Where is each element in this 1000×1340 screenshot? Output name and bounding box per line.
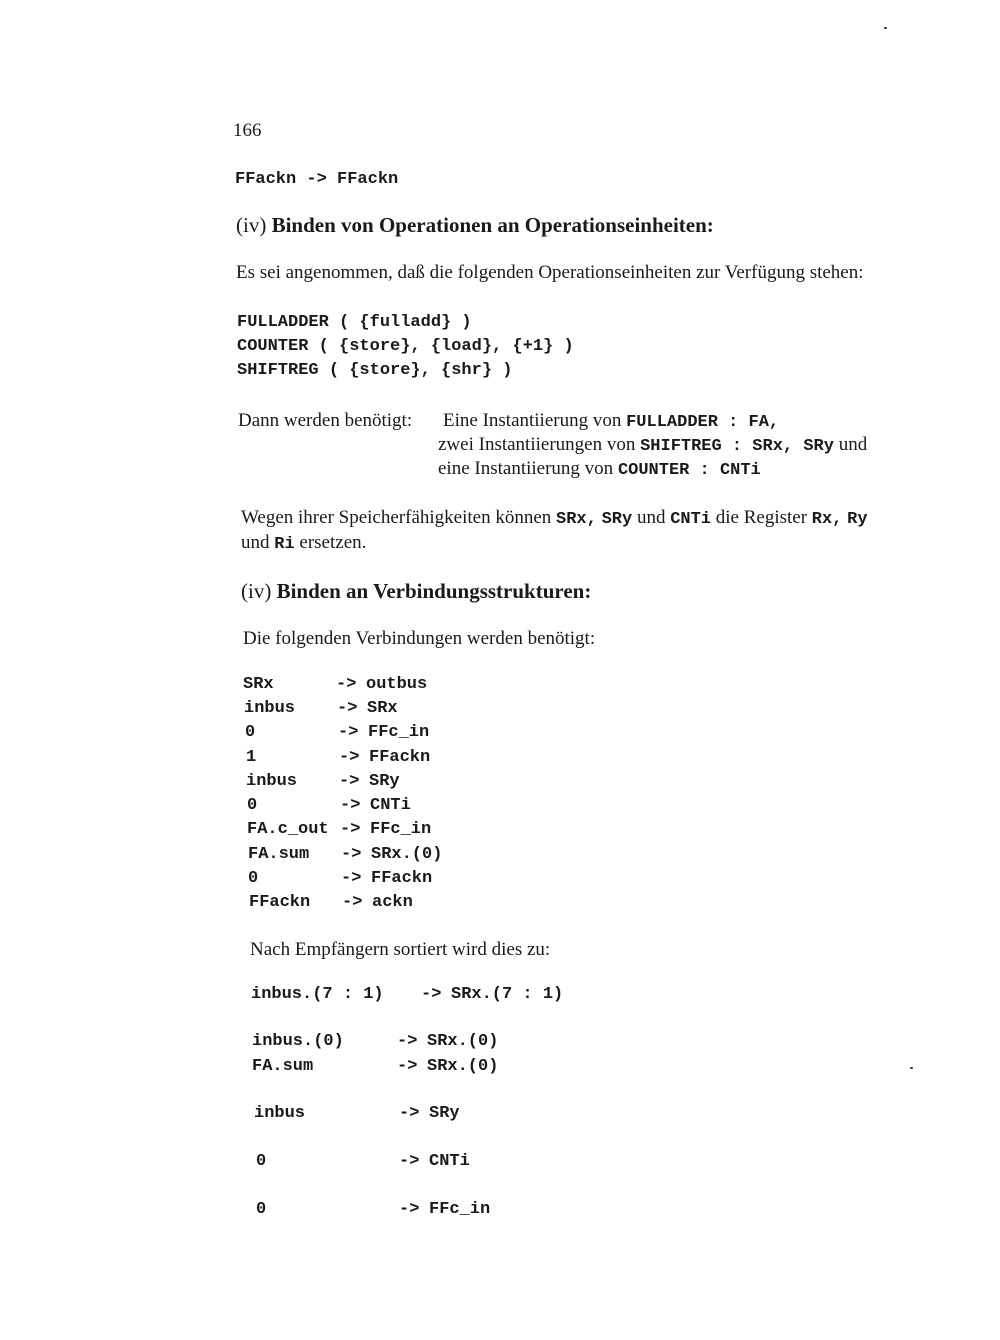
connection-source: FA.sum: [248, 845, 310, 864]
connection-row: [246, 772, 400, 791]
needed-line-1-code: FULLADDER : FA,: [626, 413, 780, 432]
connections-intro: Die folgenden Verbindungen werden benötigt:: [243, 628, 596, 649]
unit-fulladder: FULLADDER ( {fulladd} ): [237, 313, 472, 332]
scan-speck: [884, 27, 887, 29]
connection-source: inbus: [246, 772, 298, 791]
needed-line-1-text: Eine Instantiierung von: [443, 410, 622, 431]
sorted-target: FFc_in: [429, 1200, 491, 1219]
connection-row: [248, 845, 442, 864]
sorted-row: [254, 1104, 460, 1123]
connection-target: CNTi: [370, 796, 411, 815]
connection-target: ackn: [372, 893, 413, 912]
needed-line-2-tail: und: [838, 434, 868, 455]
sorted-row: [256, 1152, 470, 1171]
sorted-row: [252, 1032, 498, 1051]
connection-target: SRx: [367, 699, 398, 718]
storage-code-rx: Rx,: [811, 510, 843, 529]
section-number: (iv): [236, 213, 267, 237]
connection-row: [243, 675, 427, 694]
connection-source: FFackn: [249, 893, 311, 912]
connection-target: FFc_in: [368, 723, 430, 742]
storage-code-ri: Ri: [274, 535, 295, 554]
connection-target: FFackn: [369, 748, 431, 767]
section-number: (iv): [241, 579, 272, 603]
connection-row: [246, 748, 430, 767]
connection-target: SRx.(0): [371, 845, 443, 864]
connection-row: [247, 820, 431, 839]
sorted-target: CNTi: [429, 1152, 470, 1171]
needed-line-2: [438, 434, 867, 456]
sorted-source: inbus.(7 : 1): [251, 985, 384, 1004]
unit-shiftreg: SHIFTREG ( {store}, {shr} ): [237, 361, 513, 380]
connection-source: 0: [247, 796, 258, 815]
storage-code-sry: SRy: [601, 510, 633, 529]
connection-row: [249, 893, 413, 912]
connection-source: 0: [248, 869, 259, 888]
sorted-target: SRx.(0): [427, 1032, 499, 1051]
section-heading-operations: [236, 213, 714, 238]
page-number: 166: [233, 120, 262, 141]
section-title: Binden an Verbindungsstrukturen:: [276, 579, 592, 603]
connection-target: outbus: [366, 675, 428, 694]
needed-line-2-text: zwei Instantiierungen von: [438, 434, 636, 455]
sorted-target: SRy: [429, 1104, 460, 1123]
connection-row: [247, 796, 411, 815]
sorted-intro: Nach Empfängern sortiert wird dies zu:: [250, 939, 551, 960]
needed-label: Dann werden benötigt:: [238, 410, 413, 431]
storage-text-2: und: [636, 507, 666, 528]
connection-arrow: ->: [338, 723, 359, 742]
needed-line-1: [443, 410, 779, 432]
connection-source: 1: [246, 748, 257, 767]
connection-row: [248, 869, 432, 888]
top-code-line: FFackn -> FFackn: [235, 170, 399, 189]
needed-line-2-code: SHIFTREG : SRx, SRy: [640, 437, 834, 456]
connection-arrow: ->: [339, 748, 360, 767]
connection-target: SRy: [369, 772, 400, 791]
connection-arrow: ->: [341, 845, 362, 864]
connection-arrow: ->: [337, 699, 358, 718]
connection-row: [244, 699, 398, 718]
connection-row: [245, 723, 429, 742]
connection-target: FFc_in: [370, 820, 432, 839]
connection-source: SRx: [243, 675, 274, 694]
connection-arrow: ->: [341, 869, 362, 888]
storage-text-3: die Register: [715, 507, 808, 528]
sorted-arrow: ->: [397, 1032, 418, 1051]
connection-source: FA.c_out: [247, 820, 329, 839]
storage-text-4: und: [241, 532, 270, 553]
section-title: Binden von Operationen an Operationseinheiten:: [271, 213, 714, 237]
needed-line-3-text: eine Instantiierung von: [438, 458, 614, 479]
sorted-source: inbus: [254, 1104, 306, 1123]
sorted-arrow: ->: [399, 1152, 420, 1171]
sorted-target: SRx.(0): [427, 1057, 499, 1076]
section-heading-connections: [241, 579, 591, 604]
storage-paragraph-line-2: [241, 532, 366, 554]
needed-line-3-code: COUNTER : CNTi: [617, 461, 761, 480]
connection-source: 0: [245, 723, 256, 742]
needed-line-3: [438, 458, 761, 480]
connection-target: FFackn: [371, 869, 433, 888]
connection-arrow: ->: [342, 893, 363, 912]
unit-counter: COUNTER ( {store}, {load}, {+1} ): [237, 337, 574, 356]
connection-arrow: ->: [336, 675, 357, 694]
sorted-arrow: ->: [421, 985, 442, 1004]
scan-speck: [910, 1067, 913, 1069]
connection-arrow: ->: [340, 820, 361, 839]
intro-paragraph: Es sei angenommen, daß die folgenden Operationseinheiten zur Verfügung stehen:: [236, 262, 864, 283]
storage-paragraph-line-1: [241, 507, 868, 529]
storage-text-1: Wegen ihrer Speicherfähigkeiten können: [241, 507, 552, 528]
storage-code-srx: SRx,: [556, 510, 597, 529]
sorted-target: SRx.(7 : 1): [451, 985, 564, 1004]
storage-code-ry: Ry: [847, 510, 868, 529]
storage-code-cnti: CNTi: [670, 510, 711, 529]
sorted-source: 0: [256, 1200, 267, 1219]
sorted-row: [252, 1057, 498, 1076]
sorted-arrow: ->: [399, 1104, 420, 1123]
sorted-row: [256, 1200, 490, 1219]
storage-text-5: ersetzen.: [299, 532, 367, 553]
connection-arrow: ->: [340, 796, 361, 815]
sorted-source: inbus.(0): [252, 1032, 344, 1051]
sorted-arrow: ->: [397, 1057, 418, 1076]
connection-source: inbus: [244, 699, 296, 718]
sorted-row: [251, 985, 563, 1004]
sorted-arrow: ->: [399, 1200, 420, 1219]
connection-arrow: ->: [339, 772, 360, 791]
sorted-source: 0: [256, 1152, 267, 1171]
sorted-source: FA.sum: [252, 1057, 314, 1076]
